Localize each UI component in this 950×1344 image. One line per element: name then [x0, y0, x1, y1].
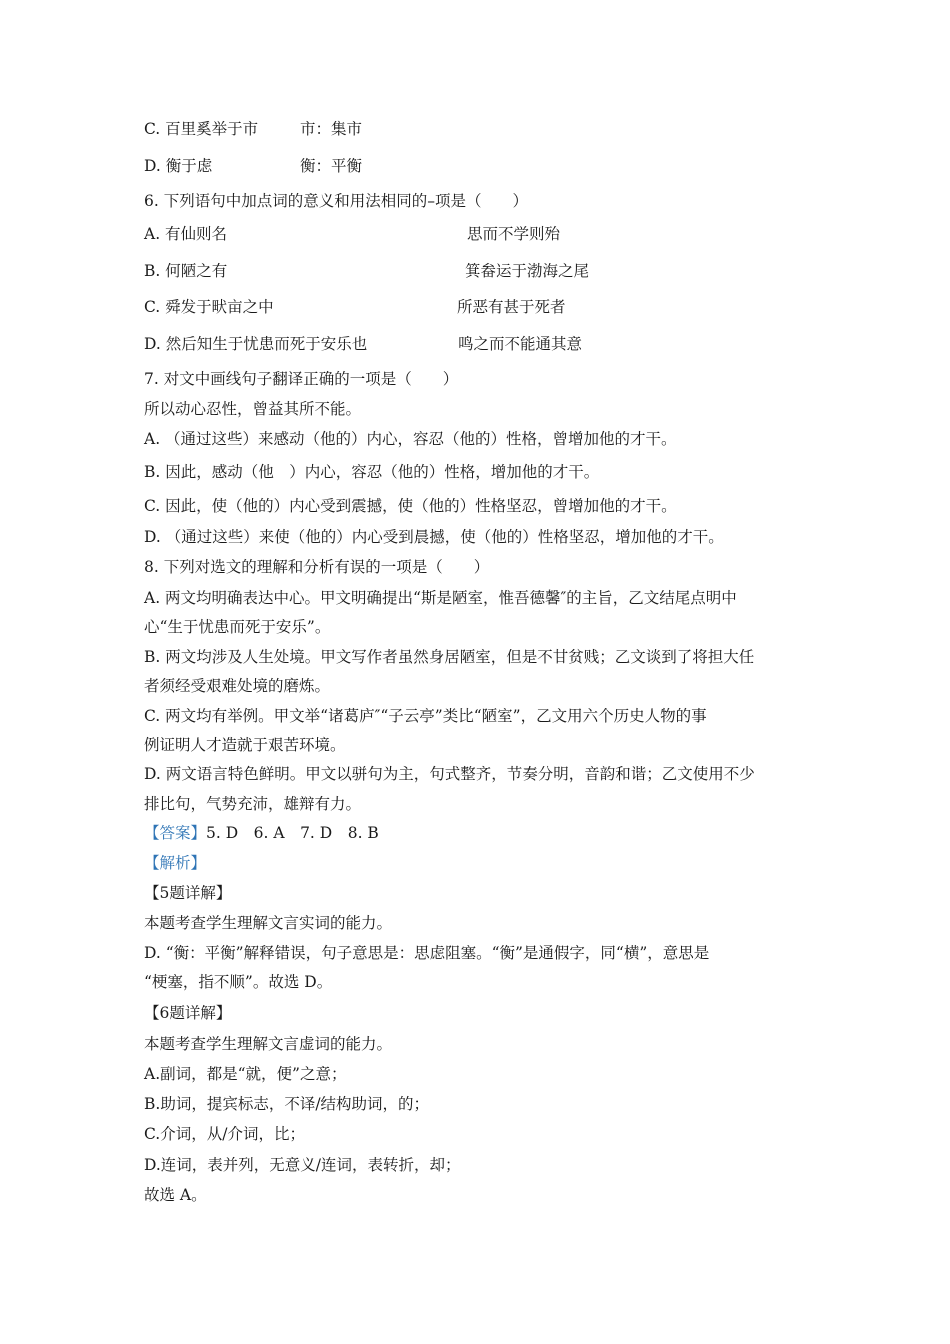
q8-option-c-line1: C. 两文均有举例。甲文举“诸葛庐″“子云亭”类比“陋室”，乙文用六个历史人物的事 — [144, 707, 707, 725]
q5-option-d-gloss: 衡：平衡 — [300, 157, 363, 175]
detail-5-heading: 【5题详解】 — [144, 884, 232, 902]
q8-option-a-line1: A. 两文均明确表达中心。甲文明确提出“斯是陋室，惟吾德馨″的主旨，乙文结尾点明中 — [144, 589, 737, 607]
q7-stem: 7. 对文中画线句子翻译正确的一项是（ ） — [144, 370, 459, 388]
q5-option-d — [144, 156, 363, 176]
detail-6-heading: 【6题详解】 — [144, 1004, 232, 1022]
detail-6-line2: A.副词，都是“就，便”之意； — [144, 1065, 347, 1083]
q6-option-b-left: B. 何陋之有 — [144, 262, 228, 280]
q6-option-a-left: A. 有仙则名 — [144, 225, 228, 243]
detail-5-line3: “梗塞，指不顺”。故选 D。 — [144, 973, 333, 991]
q5-option-c — [144, 119, 363, 139]
detail-6-line3: B.助词，提宾标志，不译/结构助词，的； — [144, 1095, 430, 1113]
detail-5-line2: D. “衡：平衡”解释错误，句子意思是：思虑阻塞。“衡”是通假字，同“横”，意思是 — [144, 944, 710, 962]
q6-option-a-right: 思而不学则殆 — [467, 225, 561, 243]
q7-sentence: 所以动心忍性，曾益其所不能。 — [144, 400, 362, 418]
q6-stem: 6. 下列语句中加点词的意义和用法相同的–项是（ ） — [144, 192, 528, 210]
q8-stem: 8. 下列对选文的理解和分析有误的一项是（ ） — [144, 558, 490, 576]
q6-option-d-left: D. 然后知生于忧患而死于安乐也 — [144, 335, 368, 353]
q7-option-d: D. （通过这些）来使（他的）内心受到晨撼，使（他的）性格坚忍，增加他的才干。 — [144, 528, 724, 546]
q8-option-b-line1: B. 两文均涉及人生处境。甲文写作者虽然身居陋室，但是不甘贫贱；乙文谈到了将担大任 — [144, 648, 755, 666]
q7-option-a: A. （通过这些）来感动（他的）内心，容忍（他的）性格，曾增加他的才干。 — [144, 430, 677, 448]
q6-option-a — [144, 224, 561, 244]
q6-option-d-right: 鸣之而不能通其意 — [458, 335, 583, 353]
q6-option-c — [144, 297, 566, 317]
q6-option-d — [144, 334, 583, 354]
q8-option-a-line2: 心“生于忧患而死于安乐”。 — [144, 618, 331, 636]
q5-option-d-text: D. 衡于虑 — [144, 157, 213, 175]
q6-option-c-right: 所恶有甚于死者 — [457, 298, 566, 316]
q5-option-c-gloss: 市：集市 — [300, 120, 363, 138]
detail-6-line5: D.连词，表并列，无意义/连词，表转折，却； — [144, 1156, 461, 1174]
detail-6-line1: 本题考查学生理解文言虚词的能力。 — [144, 1035, 393, 1053]
q7-option-b: B. 因此，感动（他 ）内心，容忍（他的）性格，增加他的才干。 — [144, 463, 600, 481]
q8-option-b-line2: 者须经受艰难处境的磨炼。 — [144, 677, 331, 695]
q5-option-c-text: C. 百里奚举于市 — [144, 120, 259, 138]
q7-option-c: C. 因此，使（他的）内心受到震撼，使（他的）性格坚忍，曾增加他的才干。 — [144, 497, 677, 515]
detail-6-line6: 故选 A。 — [144, 1186, 207, 1204]
q6-option-b — [144, 261, 590, 281]
answer-tag: 【答案】 — [144, 824, 207, 842]
q8-option-c-line2: 例证明人才造就于艰苦环境。 — [144, 736, 346, 754]
q8-option-d-line2: 排比句，气势充沛，雄辩有力。 — [144, 795, 362, 813]
q6-option-b-right: 箕畚运于渤海之尾 — [465, 262, 590, 280]
analysis-tag: 【解析】 — [144, 854, 207, 872]
answer-text: 5. D 6. A 7. D 8. B — [206, 824, 379, 842]
detail-6-line4: C.介词，从/介词，比； — [144, 1125, 305, 1143]
detail-5-line1: 本题考查学生理解文言实词的能力。 — [144, 914, 393, 932]
answer-line — [144, 823, 379, 843]
q8-option-d-line1: D. 两文语言特色鲜明。甲文以骈句为主，句式整齐，节奏分明，音韵和谐；乙文使用不少 — [144, 765, 755, 783]
q6-option-c-left: C. 舜发于畎亩之中 — [144, 298, 274, 316]
